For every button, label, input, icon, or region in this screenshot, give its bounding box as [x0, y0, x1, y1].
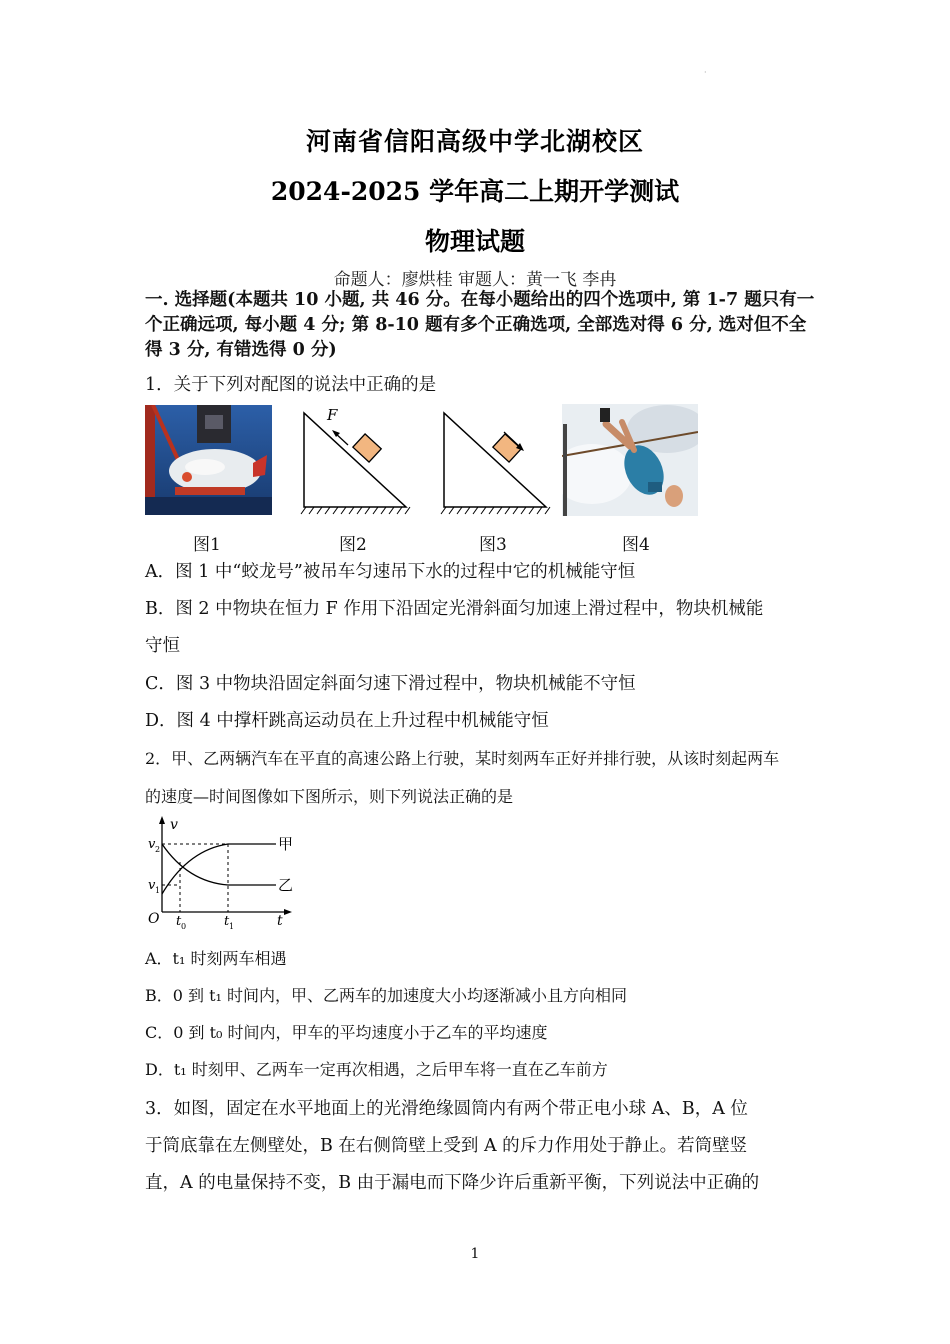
fig2-force-label: F [327, 406, 338, 424]
v-axis-label: v [170, 817, 178, 833]
q2-stem-line2: 的速度—时间图像如下图所示，则下列说法正确的是 [145, 787, 514, 806]
v2-subscript: 2 [155, 845, 161, 854]
fig3-incline-diagram [436, 405, 554, 517]
q1-option-a: A．图 1 中“蛟龙号”被吊车匀速吊下水的过程中它的机械能守恒 [145, 562, 636, 582]
q3-line1: 3．如图，固定在水平地面上的光滑绝缘圆筒内有两个带正电小球 A、B，A 位 [145, 1099, 748, 1119]
subject-title: 物理试题 [424, 227, 525, 256]
fig3-caption: 图3 [479, 535, 507, 555]
q1-stem: 1．关于下列对配图的说法中正确的是 [145, 375, 437, 395]
fig4-pole-vault-photo [562, 404, 698, 516]
q2-velocity-time-graph [140, 812, 300, 932]
v2-label: v [148, 837, 156, 852]
t0-subscript: 0 [181, 922, 187, 931]
exam-title: 2024-2025 学年高二上期开学测试 [270, 177, 680, 206]
q1-option-d: D．图 4 中撑杆跳高运动员在上升过程中机械能守恒 [145, 711, 549, 731]
q3-line3: 直，A 的电量保持不变，B 由于漏电而下降少许后重新平衡，下列说法中正确的 [145, 1173, 760, 1193]
t1-label: t [224, 914, 230, 929]
t-axis-label: t [277, 913, 283, 929]
curve-yi [162, 844, 276, 885]
fig2-incline-diagram [296, 405, 414, 517]
q2-option-c: C．0 到 t₀ 时间内，甲车的平均速度小于乙车的平均速度 [145, 1023, 548, 1042]
fig2-caption: 图2 [339, 535, 367, 555]
fig4-caption: 图4 [622, 535, 650, 555]
fig1-caption: 图1 [193, 535, 221, 555]
origin-label: O [148, 911, 160, 927]
page-number: 1 [470, 1246, 480, 1262]
q1-option-b-cont: 守恒 [145, 636, 180, 656]
q2-option-a: A．t₁ 时刻两车相遇 [145, 949, 287, 968]
corner-dot: · [704, 68, 707, 77]
v1-subscript: 1 [155, 886, 161, 895]
q2-option-b: B．0 到 t₁ 时间内，甲、乙两车的加速度大小均逐渐减小且方向相同 [145, 986, 628, 1005]
t1-subscript: 1 [229, 922, 235, 931]
authors-line: 命题人：廖烘桂 审题人：黄一飞 李冉 [333, 270, 617, 290]
fig1-submersible-photo [145, 405, 272, 515]
q3-line2: 于筒底靠在左侧壁处，B 在右侧筒壁上受到 A 的斥力作用处于静止。若筒壁竖 [145, 1136, 748, 1156]
label-jia: 甲 [278, 835, 294, 853]
q1-option-c: C．图 3 中物块沿固定斜面匀速下滑过程中，物块机械能不守恒 [145, 674, 636, 694]
q2-option-d: D．t₁ 时刻甲、乙两车一定再次相遇，之后甲车将一直在乙车前方 [145, 1060, 608, 1079]
curve-jia [162, 844, 276, 894]
v1-label: v [148, 878, 156, 893]
q2-stem-line1: 2．甲、乙两辆汽车在平直的高速公路上行驶，某时刻两车正好并排行驶，从该时刻起两车 [145, 749, 780, 768]
label-yi: 乙 [278, 876, 294, 894]
t0-label: t [176, 914, 182, 929]
q1-option-b: B．图 2 中物块在恒力 F 作用下沿固定光滑斜面匀加速上滑过程中，物块机械能 [145, 599, 764, 619]
school-title: 河南省信阳高级中学北湖校区 [305, 127, 644, 156]
section-instructions: 一. 选择题(本题共 10 小题, 共 46 分。在每小题给出的四个选项中, 第 1-7 题只有一个正确远项, 每小题 4 分; 第 8-10 题有多个正确选项, 全部选对得 6 分, 选对但不全得 3 分, 有错选得 0 分) [145, 290, 815, 360]
